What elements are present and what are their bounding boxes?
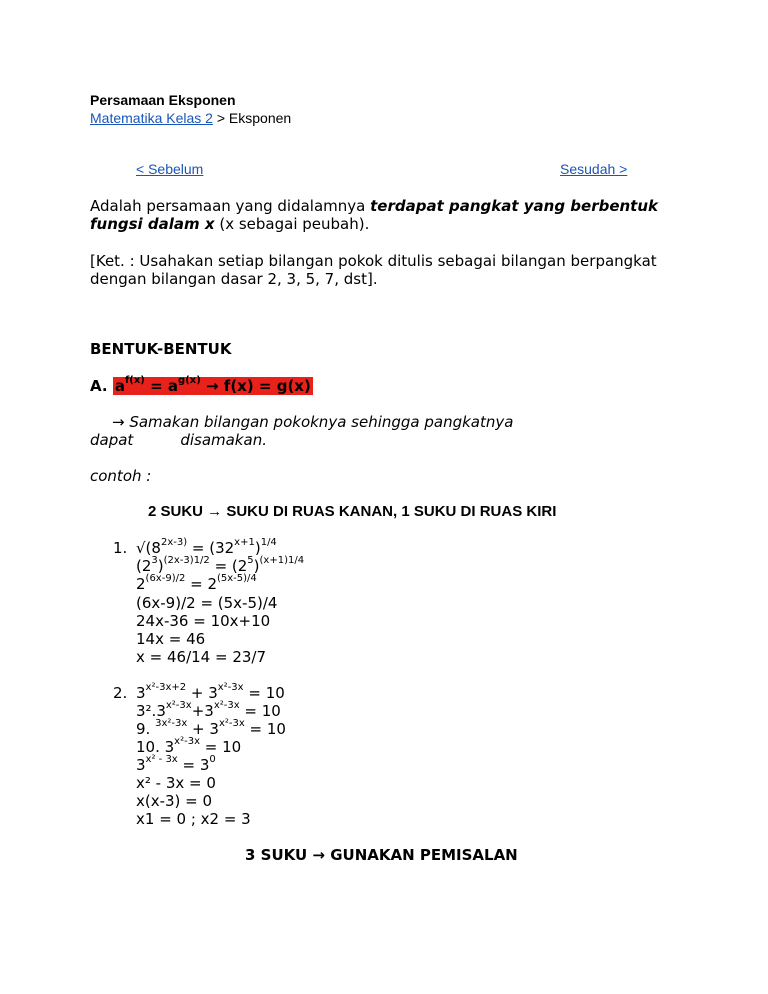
- ket-line-2: dengan bilangan dasar 2, 3, 5, 7, dst].: [90, 270, 378, 288]
- contoh-label: contoh :: [90, 467, 152, 485]
- intro-emphasis-2: fungsi dalam x: [90, 215, 215, 233]
- next-link[interactable]: Sesudah >: [560, 161, 628, 177]
- example-1-line-6: 14x = 46: [136, 630, 206, 648]
- ket-line-1: [Ket. : Usahakan setiap bilangan pokok ditulis sebagai bilangan berpangkat: [90, 252, 657, 270]
- breadcrumb-current: > Eksponen: [212, 110, 292, 126]
- example-2-number: 2.: [113, 684, 128, 702]
- heading-3-suku: 3 SUKU → GUNAKAN PEMISALAN: [245, 846, 518, 864]
- example-1-line-4: (6x-9)/2 = (5x-5)/4: [136, 594, 278, 612]
- example-1-number: 1.: [113, 539, 128, 557]
- example-2-line-2: $3^2.3^{x^2-3x}+3^{x^2-3x} = 10$: [136, 700, 281, 720]
- example-1-line-1: $√(8^{2x-3)} = (32^{x+1})^{1/4}$: [136, 537, 277, 557]
- arrow-icon: →: [112, 413, 125, 431]
- page-title: Persamaan Eksponen: [90, 92, 236, 108]
- prev-link[interactable]: < Sebelum: [136, 161, 204, 177]
- heading-2-suku: 2 SUKU → SUKU DI RUAS KANAN, 1 SUKU DI RUAS KIRI: [148, 503, 557, 520]
- intro-text: Adalah persamaan yang didalamnya: [90, 197, 371, 215]
- example-2-line-8: x1 = 0 ; x2 = 3: [136, 810, 251, 828]
- breadcrumb: [90, 110, 291, 126]
- intro-text-2: (x sebagai peubah).: [214, 215, 370, 233]
- example-2-line-1: $3^{x^2-3x+2} + 3^{x^2-3x} = 10$: [136, 682, 285, 702]
- example-2-line-6: x² - 3x = 0: [136, 774, 216, 792]
- note-line-1: → Samakan bilangan pokoknya sehingga pangkatnya: [112, 413, 514, 431]
- form-a-highlight: $a^{f(x)} = a^{g(x)} \to f(x) = g(x)$: [114, 375, 311, 395]
- form-letter: A.: [90, 377, 113, 395]
- breadcrumb-link-matematika[interactable]: Matematika Kelas 2: [90, 110, 213, 126]
- intro-line-2: [90, 215, 369, 233]
- example-1-line-3: $2^{(6x-9)/2} = 2^{(5x-5)/4}$: [136, 573, 257, 593]
- example-1-line-2: $(2^3)^{(2x-3)1/2} = (2^5)^{(x+1)1/4}$: [136, 555, 305, 575]
- example-1-line-7: x = 46/14 = 23/7: [136, 648, 266, 666]
- example-2-line-7: x(x-3) = 0: [136, 792, 213, 810]
- example-1-line-5: 24x-36 = 10x+10: [136, 612, 271, 630]
- intro-line-1: [90, 197, 658, 215]
- note-line-2: dapat disamakan.: [90, 431, 267, 449]
- form-a: [90, 377, 313, 395]
- intro-emphasis: terdapat pangkat yang berbentuk: [370, 197, 659, 215]
- section-title: BENTUK-BENTUK: [90, 340, 232, 358]
- example-2-line-5: $3^{x^2 - 3x} = 3^0$: [136, 754, 216, 774]
- example-2-line-4: 10. $3^{x^2-3x} = 10$: [136, 736, 242, 756]
- example-2-line-3: 9. $^{3x^2-3x} + 3^{x^2-3x} = 10$: [136, 718, 286, 738]
